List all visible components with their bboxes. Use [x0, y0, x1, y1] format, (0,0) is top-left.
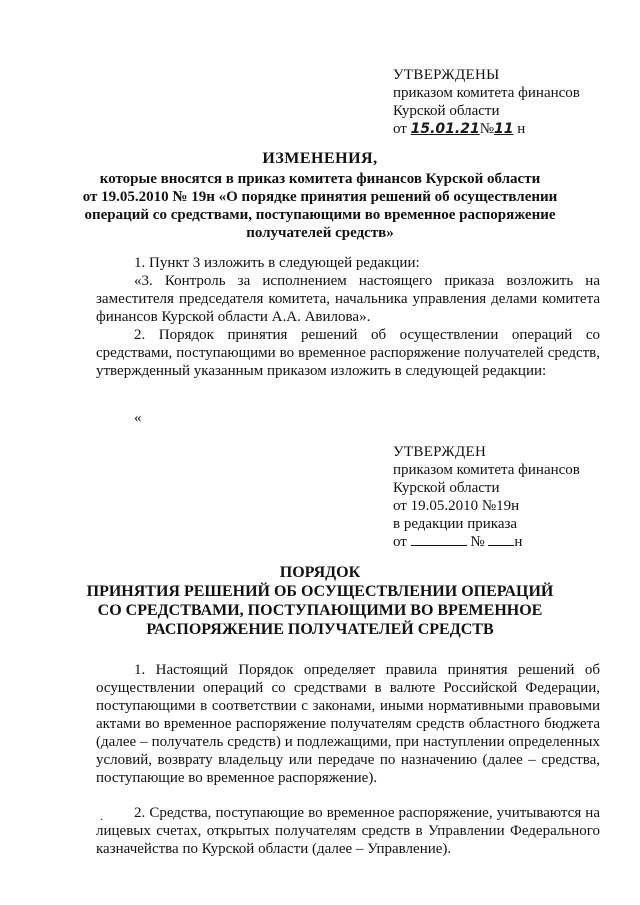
blank-date-field — [411, 533, 467, 546]
point-2-text: 2. Порядок принятия решений об осуществлении операций со средствами, поступающими во временное распоряжение получателей средств, утвержденный указанным приказом изложить в следующей редакции: — [96, 327, 600, 379]
section-2 — [96, 804, 600, 858]
blank-number-field — [488, 533, 514, 546]
stray-mark: . — [100, 809, 103, 823]
changes-heading: ИЗМЕНЕНИЯ, — [262, 150, 378, 167]
point-1-text: «3. Контроль за исполнением настоящего приказа возложить на заместителя председателя комитета, начальника управления делами комитета финансов Курской области А.А. Авилова». — [96, 273, 600, 325]
approval-line: приказом комитета финансов — [393, 85, 580, 101]
approval-block-top — [393, 66, 580, 138]
handwritten-number: 11 — [494, 121, 514, 137]
section-1-text: 1. Настоящий Порядок определяет правила принятия решений об осуществлении операций со средствами в валюте Российской Федерации, поступающими в соответствии с законами, иными нормативными правовыми актами во временное распоряжение получателям средств областного бюджета (далее – получатель средств) и подлежащими, при наступлении определенных условий, возврату владельцу или передаче по назначению (далее – средства, поступающие во временное распоряжение). — [96, 662, 600, 786]
changes-title: ИЗМЕНЕНИЯ, которые вносятся в приказ комитета финансов Курской области от 19.05.2010 № 19н «О порядке принятия решений об осуществлении операций со средствами, поступающими во временное распоряжение получателей средств» — [40, 150, 600, 242]
point-1-lead: 1. Пункт 3 изложить в следующей редакции: — [134, 255, 420, 271]
open-quote: « — [134, 410, 142, 426]
approval-heading: УТВЕРЖДЕНЫ — [393, 67, 500, 83]
approval-block-second: УТВЕРЖДЕН приказом комитета финансов Курской области от 19.05.2010 №19н в редакции приказа от № н — [393, 444, 580, 550]
approval-line: Курской области — [393, 103, 500, 119]
procedure-title: ПОРЯДОК ПРИНЯТИЯ РЕШЕНИЙ ОБ ОСУЩЕСТВЛЕНИИ ОПЕРАЦИЙ СО СРЕДСТВАМИ, ПОСТУПАЮЩИМИ ВО ВРЕМЕННОЕ РАСПОРЯЖЕНИЕ ПОЛУЧАТЕЛЕЙ СРЕДСТВ — [40, 563, 600, 639]
approval-heading: УТВЕРЖДЕН — [393, 444, 487, 460]
section-2-text: 2. Средства, поступающие во временное распоряжение, учитываются на лицевых счетах, открытых получателям средств в Управлении Федерального казначейства по Курской области (далее – Управление). — [96, 805, 600, 857]
point-1 — [96, 254, 600, 326]
section-1 — [96, 661, 600, 787]
procedure-heading: ПОРЯДОК — [279, 564, 361, 581]
blank-date-line: от № н — [393, 534, 523, 550]
handwritten-date: 15.01.21 — [410, 121, 480, 137]
point-2 — [96, 326, 600, 380]
approval-date-line: от 15.01.21№11 н — [393, 121, 526, 137]
